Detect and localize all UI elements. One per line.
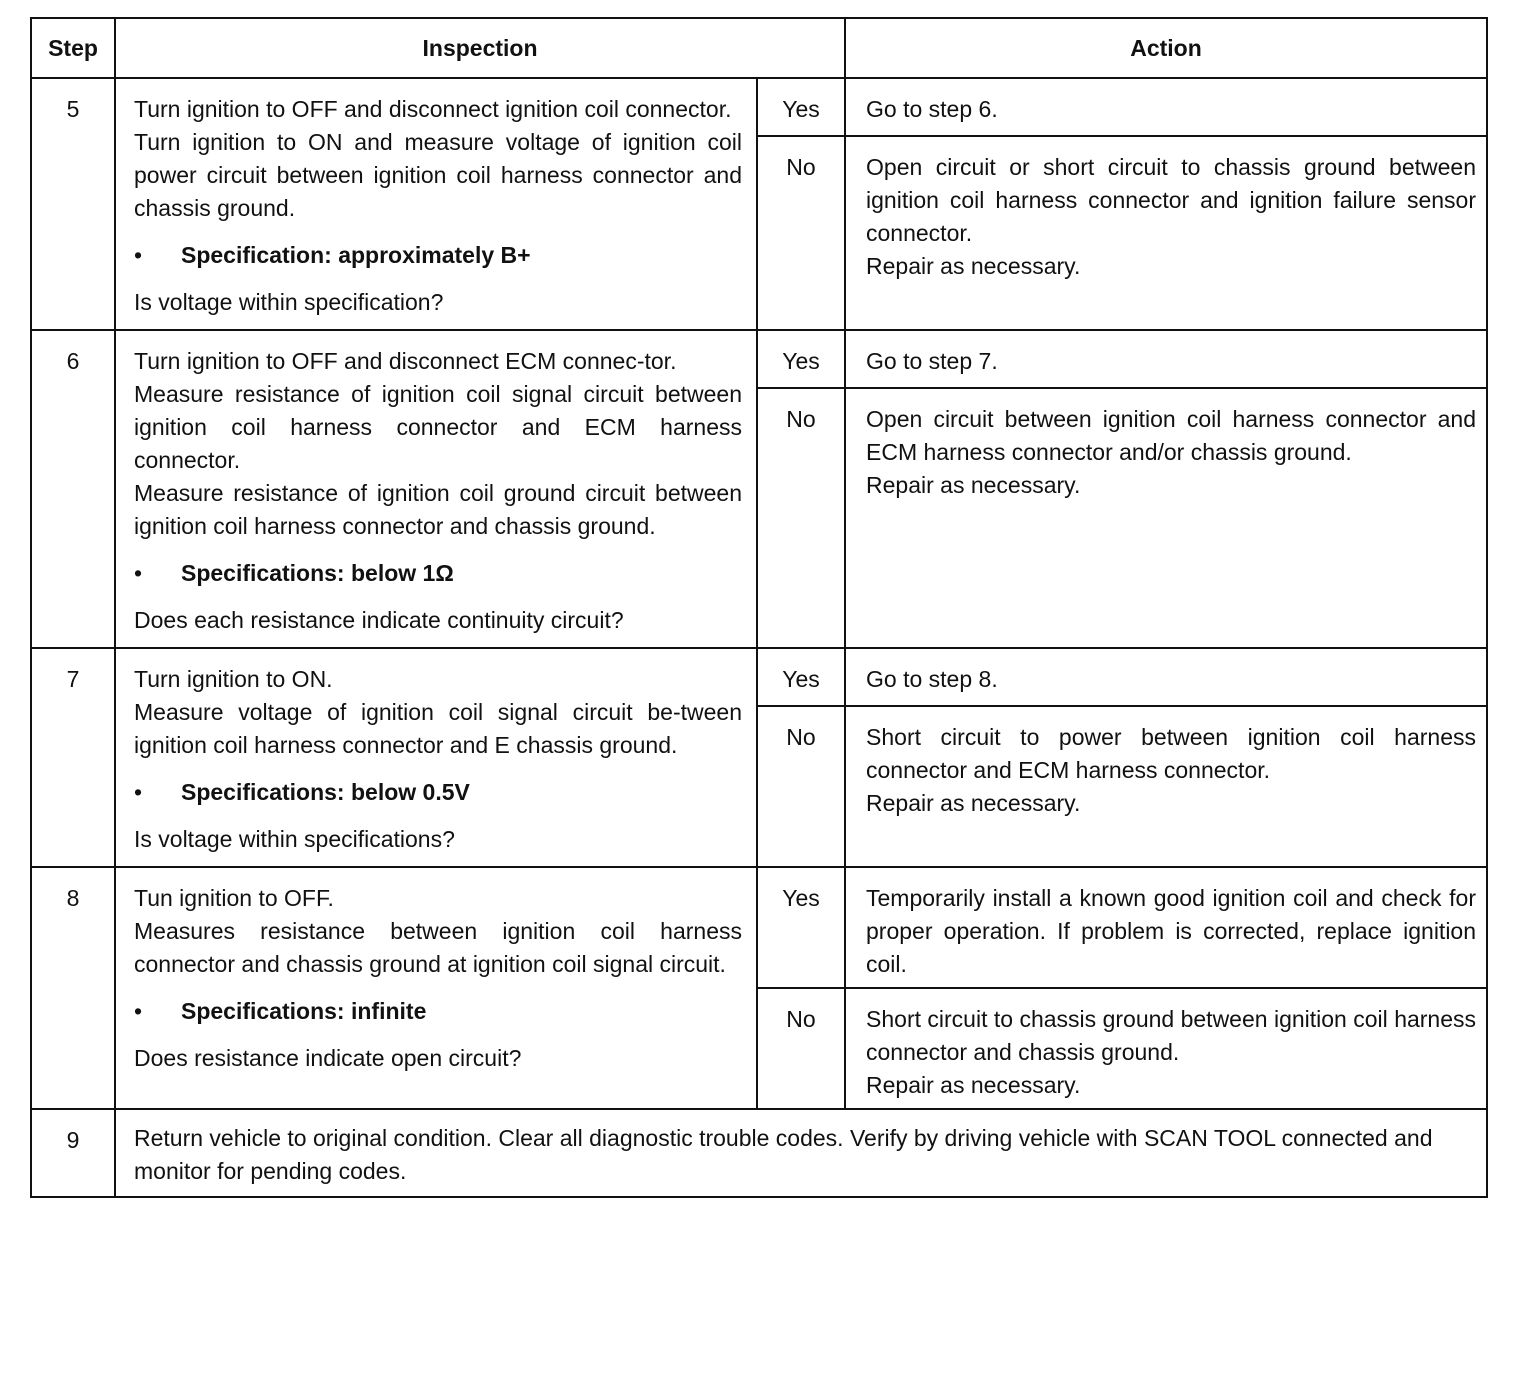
step-number: 5 <box>31 78 115 330</box>
yes-action <box>845 78 1487 136</box>
specification <box>134 239 742 272</box>
no-action <box>845 136 1487 330</box>
no-label: No <box>757 388 845 648</box>
inspection-line: Measure resistance of ignition coil signal circuit between ignition coil harness connector and ECM harness connector. <box>134 381 742 473</box>
yes-label: Yes <box>757 867 845 988</box>
inspection-cell <box>115 330 757 648</box>
no-label: No <box>757 136 845 330</box>
step-number: 6 <box>31 330 115 648</box>
action-line: Open circuit between ignition coil harness connector and ECM harness connector and/or chassis ground. <box>866 406 1477 465</box>
specification <box>134 557 742 590</box>
diagnostic-table <box>30 17 1488 1198</box>
inspection-question: Does resistance indicate open circuit? <box>134 1045 522 1071</box>
specification-text: Specification: approximately B+ <box>181 242 531 268</box>
final-step-text: Return vehicle to original condition. Clear all diagnostic trouble codes. Verify by driving vehicle with SCAN TOOL connected and monitor for pending codes. <box>115 1109 1487 1197</box>
yes-action <box>845 867 1487 988</box>
yes-action <box>845 330 1487 388</box>
action-line: Open circuit or short circuit to chassis ground between ignition coil harness connector and ignition failure sensor connector. <box>866 154 1477 246</box>
inspection-question: Is voltage within specifications? <box>134 826 455 852</box>
inspection-cell <box>115 648 757 867</box>
header-inspection: Inspection <box>115 18 845 78</box>
inspection-line: Measure voltage of ignition coil signal circuit be-tween ignition coil harness connector and E chassis ground. <box>134 699 742 758</box>
step-number: 8 <box>31 867 115 1109</box>
action-line: Go to step 8. <box>866 666 998 692</box>
bullet: • <box>134 998 143 1024</box>
step-7-yes-row <box>31 648 1487 706</box>
bullet: • <box>134 560 143 586</box>
action-line: Go to step 7. <box>866 348 998 374</box>
step-5-yes-row <box>31 78 1487 136</box>
no-label: No <box>757 706 845 867</box>
yes-label: Yes <box>757 330 845 388</box>
step-number: 9 <box>31 1109 115 1197</box>
action-line: Short circuit to power between ignition coil harness connector and ECM harness connector. <box>866 724 1477 783</box>
step-8-yes-row <box>31 867 1487 988</box>
specification-text: Specifications: below 1Ω <box>181 560 454 586</box>
action-line: Repair as necessary. <box>866 1072 1081 1098</box>
specification-text: Specifications: infinite <box>181 998 427 1024</box>
step-number: 7 <box>31 648 115 867</box>
bullet: • <box>134 779 143 805</box>
action-line: Repair as necessary. <box>866 253 1081 279</box>
inspection-cell <box>115 78 757 330</box>
inspection-line: Turn ignition to OFF and disconnect ignition coil connector. <box>134 96 732 122</box>
no-action <box>845 988 1487 1109</box>
action-line: Temporarily install a known good ignition coil and check for proper operation. If problem is corrected, replace ignition coil. <box>866 885 1477 977</box>
yes-label: Yes <box>757 648 845 706</box>
step-6-yes-row <box>31 330 1487 388</box>
inspection-question: Does each resistance indicate continuity circuit? <box>134 607 624 633</box>
action-line: Short circuit to chassis ground between ignition coil harness connector and chassis ground. <box>866 1006 1477 1065</box>
yes-action <box>845 648 1487 706</box>
no-action <box>845 706 1487 867</box>
inspection-line: Turn ignition to ON. <box>134 666 333 692</box>
header-row <box>31 18 1487 78</box>
inspection-line: Turn ignition to ON and measure voltage of ignition coil power circuit between ignition coil harness connector and chassis ground. <box>134 129 742 221</box>
bullet: • <box>134 242 143 268</box>
inspection-cell <box>115 867 757 1109</box>
action-line: Repair as necessary. <box>866 790 1081 816</box>
specification <box>134 776 742 809</box>
no-label: No <box>757 988 845 1109</box>
action-line: Repair as necessary. <box>866 472 1081 498</box>
inspection-line: Measures resistance between ignition coil harness connector and chassis ground at ignition coil signal circuit. <box>134 918 742 977</box>
specification-text: Specifications: below 0.5V <box>181 779 470 805</box>
header-action: Action <box>845 18 1487 78</box>
inspection-line: Measure resistance of ignition coil ground circuit between ignition coil harness connector and chassis ground. <box>134 480 742 539</box>
header-step: Step <box>31 18 115 78</box>
yes-label: Yes <box>757 78 845 136</box>
inspection-line: Tun ignition to OFF. <box>134 885 334 911</box>
inspection-line: Turn ignition to OFF and disconnect ECM connec-tor. <box>134 348 677 374</box>
no-action <box>845 388 1487 648</box>
step-9-row <box>31 1109 1487 1197</box>
action-line: Go to step 6. <box>866 96 998 122</box>
inspection-question: Is voltage within specification? <box>134 289 444 315</box>
specification <box>134 995 742 1028</box>
